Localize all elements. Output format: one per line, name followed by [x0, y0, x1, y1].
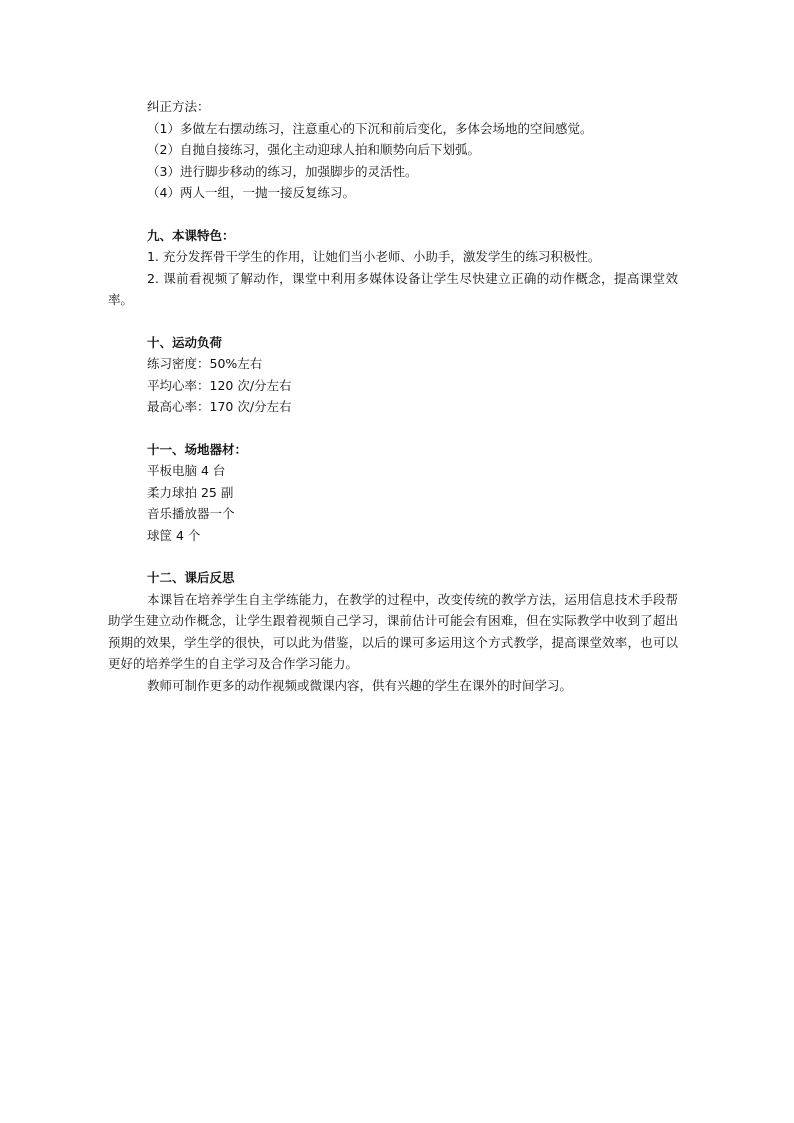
correction-item-4: （4）两人一组，一抛一接反复练习。	[147, 185, 355, 200]
section-11-item-3: 音乐播放器一个	[147, 506, 235, 521]
correction-item-1: （1）多做左右摆动练习，注意重心的下沉和前后变化，多体会场地的空间感觉。	[147, 120, 593, 136]
section-12-paragraph-1: 本课旨在培养学生自主学练能力，在教学的过程中，改变传统的教学方法，运用信息技术手段帮助学生建立动作概念，让学生跟着视频自己学习，课前估计可能会有困难，但在实际教学中收到了超出预期的效果，学生学的很快，可以此为借鉴，以后的课可多运用这个方式教学，提高课堂效率，也可以更好的培养学生的自主学习及合作学习能力。	[108, 591, 678, 671]
section-10-heading: 十、运动负荷	[147, 334, 223, 350]
section-11-item-2: 柔力球拍 25 副	[147, 484, 234, 500]
section-11-item-1: 平板电脑 4 台	[147, 463, 226, 478]
section-10-item-2: 平均心率：120 次/分左右	[147, 377, 292, 393]
spacer	[108, 418, 678, 439]
section-10-item-3: 最高心率：170 次/分左右	[147, 399, 292, 414]
section-10-item-1: 练习密度：50%左右	[147, 356, 263, 371]
document-page	[108, 96, 678, 696]
section-9-heading: 九、本课特色：	[147, 227, 235, 243]
section-11-item-4: 球筐 4 个	[147, 527, 201, 543]
correction-item-2: （2）自抛自接练习，强化主动迎球人拍和顺势向后下划弧。	[147, 142, 480, 157]
spacer	[108, 204, 678, 225]
section-11-heading: 十一、场地器材：	[147, 441, 248, 457]
spacer	[108, 546, 678, 567]
section-9-item-2: 2. 课前看视频了解动作，课堂中利用多媒体设备让学生尽快建立正确的动作概念，提高课堂效率。	[108, 270, 678, 307]
correction-title: 纠正方法：	[147, 99, 210, 114]
spacer	[108, 311, 678, 332]
correction-item-3: （3）进行脚步移动的练习，加强脚步的灵活性。	[147, 163, 418, 179]
section-12-heading: 十二、课后反思	[147, 570, 235, 585]
section-12-paragraph-2: 教师可制作更多的动作视频或微课内容，供有兴趣的学生在课外的时间学习。	[147, 677, 573, 693]
section-9-item-1: 1. 充分发挥骨干学生的作用，让她们当小老师、小助手，激发学生的练习积极性。	[147, 249, 601, 264]
